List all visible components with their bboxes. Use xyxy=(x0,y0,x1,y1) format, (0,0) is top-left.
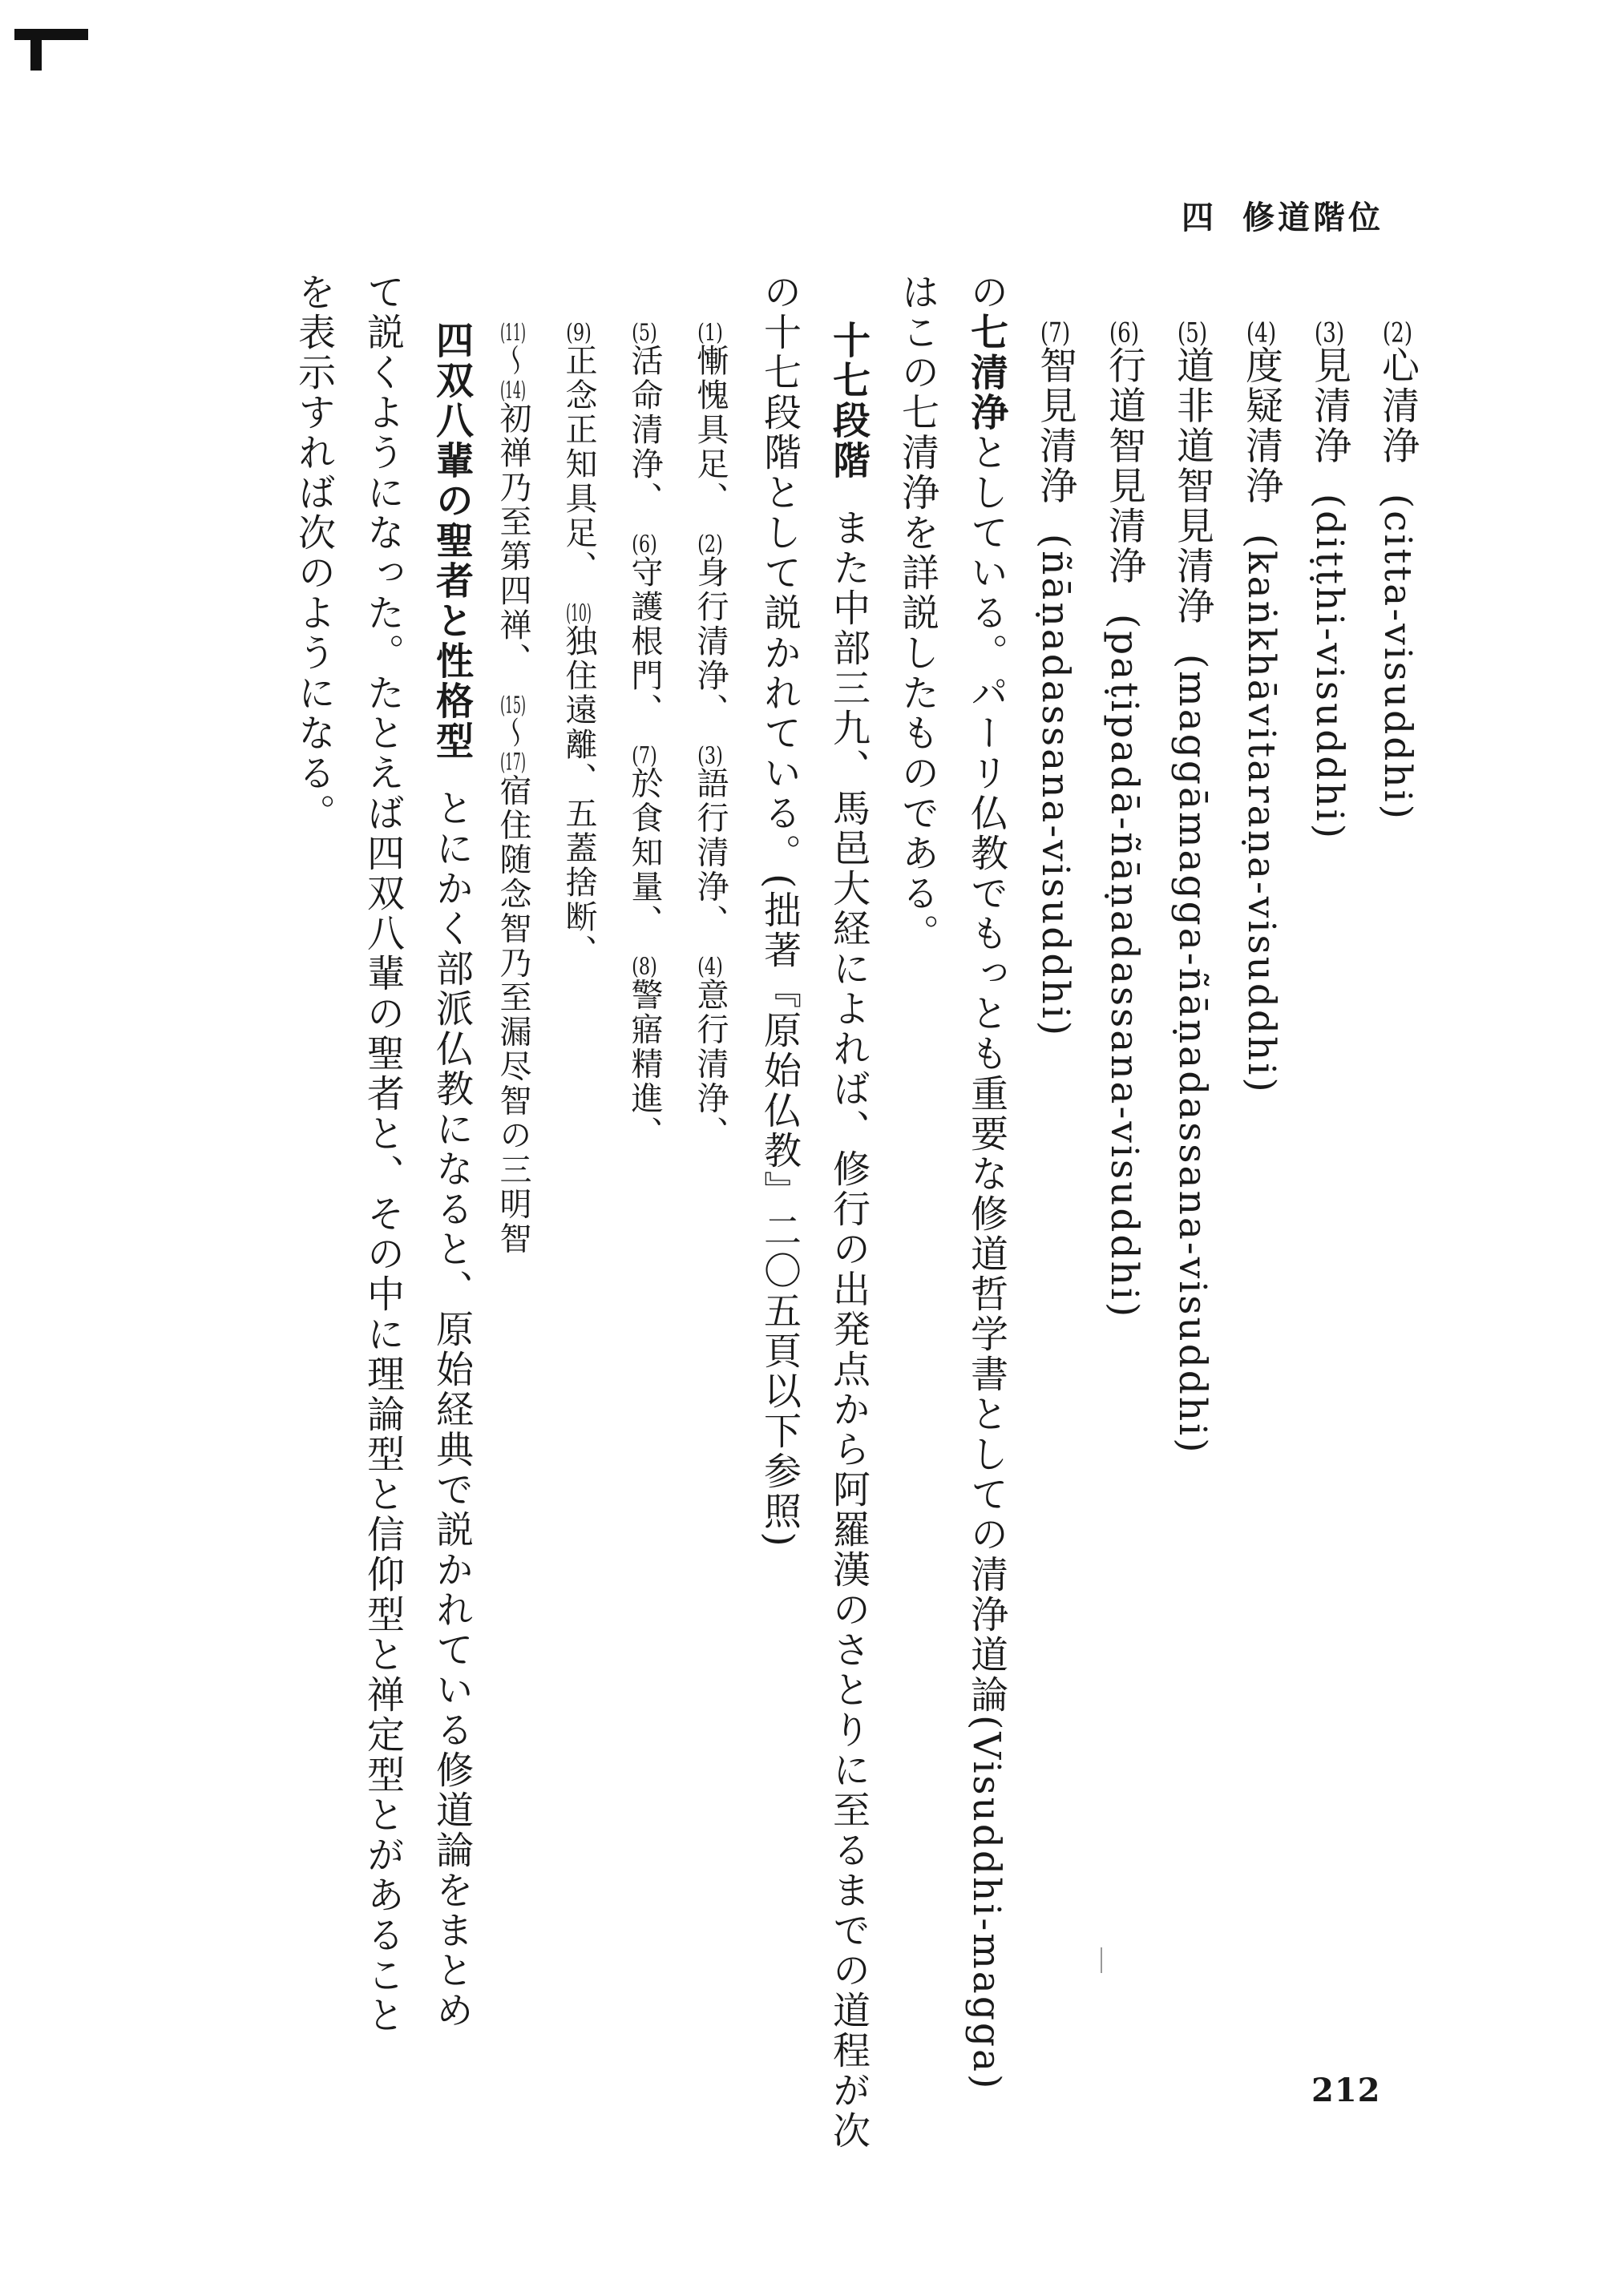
stage-list-line: (9)正念正知具足、(10)独住遠離、五蓋捨断、 xyxy=(560,321,597,969)
stage-list-line: (1)慚愧具足、(2)身行清浄、(3)語行清浄、(4)意行清浄、 xyxy=(692,321,729,1151)
purity-item: (4)度疑清浄(kaṅkhāvitaraṇa-visuddhi) xyxy=(1239,319,1283,1095)
paragraph-seven-purities-line: の七清浄としている。パーリ仏教でもっとも重要な修道哲学書としての清浄道論(Visuddhi-magga) xyxy=(964,272,1008,2092)
purity-item: (3)見清浄(diṭṭhi-visuddhi) xyxy=(1307,319,1351,841)
purity-item: (5)道非道智見清浄(maggāmagga-ñāṇadassana-visuddhi) xyxy=(1170,319,1214,1455)
paragraph-four-pairs-line: を表示すれば次のようになる。 xyxy=(292,272,336,833)
paragraph-seventeen-line: の十七段階として説かれている。(拙著『原始仏教』二〇五頁以下参照) xyxy=(757,272,802,1549)
scan-corner-mark xyxy=(14,26,88,71)
paragraph-four-pairs-line: 四双八輩の聖者と性格型とにかく部派仏教になると、原始経典で説かれている修道論をまとめ xyxy=(430,321,474,2031)
scan-artifact-tick xyxy=(1101,1947,1102,1973)
page-number: 212 xyxy=(1311,2072,1381,2109)
term-seven-purities: 七清浄 xyxy=(964,313,1008,433)
purity-item: (7)智見清浄(ñāṇadassana-visuddhi) xyxy=(1033,319,1077,1039)
purity-item: (2)心清浄(citta-visuddhi) xyxy=(1376,319,1420,821)
paragraph-seventeen-line: 十七段階また中部三九、馬邑大経によれば、修行の出発点から阿羅漢のさとりに至るまでの道程が次 xyxy=(826,321,871,2151)
heading-seventeen-stages: 十七段階 xyxy=(826,321,871,481)
chapter-number: 四 xyxy=(1182,199,1217,236)
stage-list-line: (5)活命清浄、(6)守護根門、(7)於食知量、(8)警寤精進、 xyxy=(626,321,663,1151)
paragraph-seven-purities-line: はこの七清浄を詳説したものである。 xyxy=(895,272,939,954)
stage-list-line: (11)〜(14)初禅乃至第四禅、(15)〜(17)宿住随念智乃至漏尽智の三明智 xyxy=(495,321,531,1257)
heading-four-pairs: 四双八輩の聖者と性格型 xyxy=(430,321,474,761)
running-head xyxy=(1182,192,1384,238)
paragraph-four-pairs-line: て説くようになった。たとえば四双八輩の聖者と、その中に理論型と信仰型と禅定型とがあること xyxy=(361,272,405,2036)
section-title: 修道階位 xyxy=(1242,199,1384,236)
purity-item: (6)行道智見清浄(paṭipadā-ñāṇadassana-visuddhi) xyxy=(1102,319,1146,1320)
